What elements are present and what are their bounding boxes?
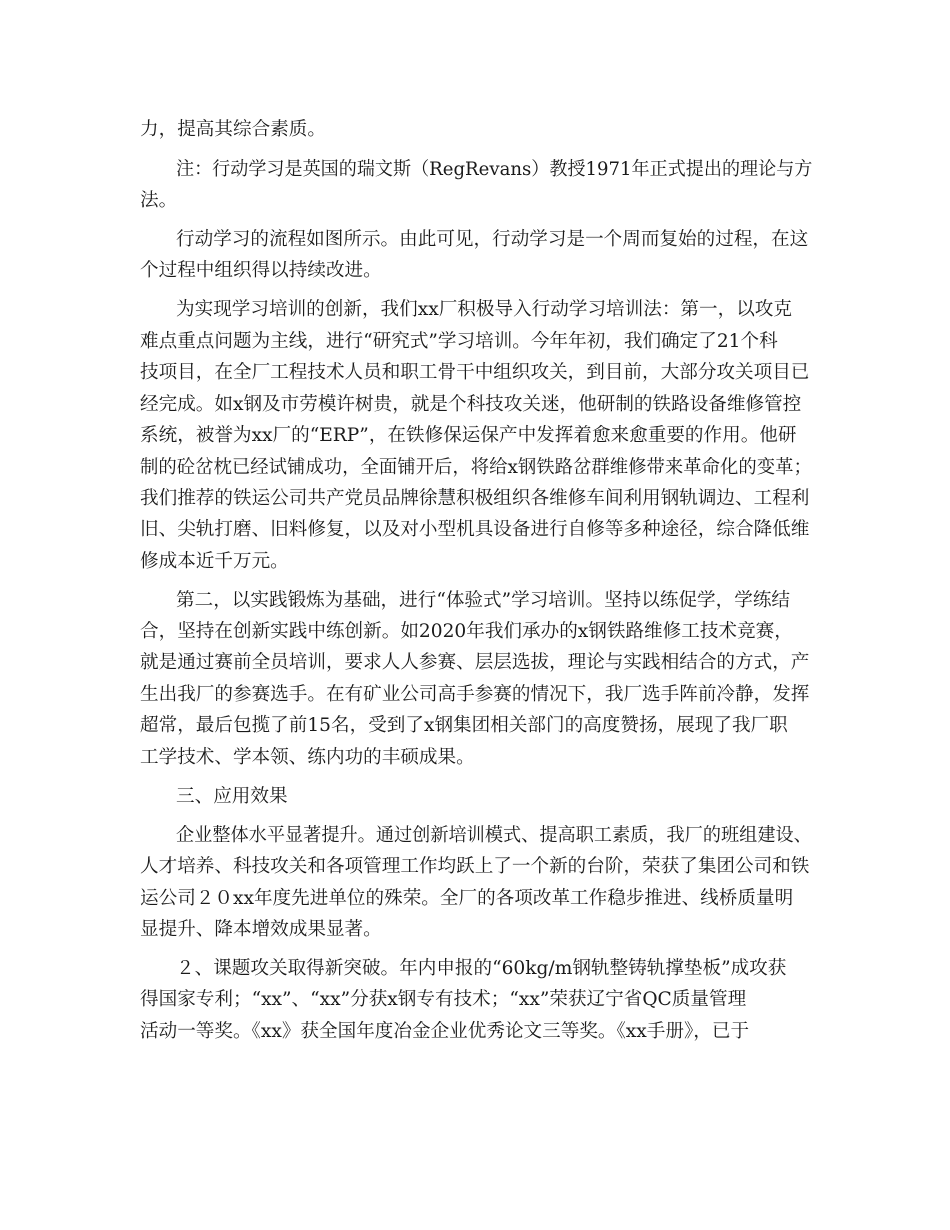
text-line: 企业整体水平显著提升。通过创新培训模式、提高职工素质，我厂的班组建设、 [176,825,812,846]
text-line: 工学技术、学本领、练内功的丰硕成果。 [140,747,475,768]
text-line: 难点重点问题为主线，进行“研究式”学习培训。今年年初，我们确定了21个科 [140,331,778,352]
section-heading: 三、应用效果 [176,786,288,807]
text-line: 得国家专利；“xx”、“xx”分获x钢专有技术；“xx”荣获辽宁省QC质量管理 [140,989,747,1010]
text-line: 生出我厂的参赛选手。在有矿业公司高手参赛的情况下，我厂选手阵前冷静，发挥 [140,684,810,705]
text-line: 第二，以实践锻炼为基础，进行“体验式”学习培训。坚持以练促学，学练结 [176,590,791,611]
text-line: 合，坚持在创新实践中练创新。如2020年我们承办的x钢铁路维修工技术竞赛， [140,621,793,642]
text-line: ２、课题攻关取得新突破。年内申报的“60kg/m钢轨整铸轨撑垫板”成攻获 [176,958,787,979]
text-line: 超常，最后包揽了前15名，受到了x钢集团相关部门的高度赞扬，展现了我厂职 [140,715,788,736]
text-line: 为实现学习培训的创新，我们xx厂积极导入行动学习培训法：第一，以攻克 [176,299,792,320]
text-line: 技项目，在全厂工程技术人员和职工骨干中组织攻关，到目前，大部分攻关项目已 [140,362,810,383]
text-line: 经完成。如x钢及市劳模许树贵，就是个科技攻关迷，他研制的铁路设备维修管控 [140,394,802,415]
text-line: 显提升、降本增效成果显著。 [140,919,382,940]
text-line: 修成本近千万元。 [140,551,289,572]
text-line: 个过程中组织得以持续改进。 [140,260,382,281]
text-line: 运公司２０xx年度先进单位的殊荣。全厂的各项改革工作稳步推进、线桥质量明 [140,888,794,909]
text-line: 活动一等奖。《xx》获全国年度冶金企业优秀论文三等奖。《xx手册》，已于 [140,1021,750,1042]
text-line: 人才培养、科技攻关和各项管理工作均跃上了一个新的台阶，荣获了集团公司和铁 [140,856,810,877]
text-line: 就是通过赛前全员培训，要求人人参赛、层层选拔，理论与实践相结合的方式，产 [140,652,810,673]
text-line: 力，提高其综合素质。 [140,119,326,140]
text-line: 注：行动学习是英国的瑞文斯（RegRevans）教授1971年正式提出的理论与方 [176,159,813,180]
text-line: 我们推荐的铁运公司共产党员品牌徐慧积极组织各维修车间利用钢轨调边、工程利 [140,488,810,509]
text-line: 系统，被誉为xx厂的“ERP”，在铁修保运保产中发挥着愈来愈重要的作用。他研 [140,425,797,446]
text-line: 法。 [140,190,178,211]
text-line: 制的砼岔枕已经试铺成功，全面铺开后，将给x钢铁路岔群维修带来革命化的变革； [140,457,812,478]
text-line: 行动学习的流程如图所示。由此可见，行动学习是一个周而复始的过程，在这 [176,229,809,250]
text-line: 旧、尖轨打磨、旧料修复，以及对小型机具设备进行自修等多种途径，综合降低维 [140,519,810,540]
